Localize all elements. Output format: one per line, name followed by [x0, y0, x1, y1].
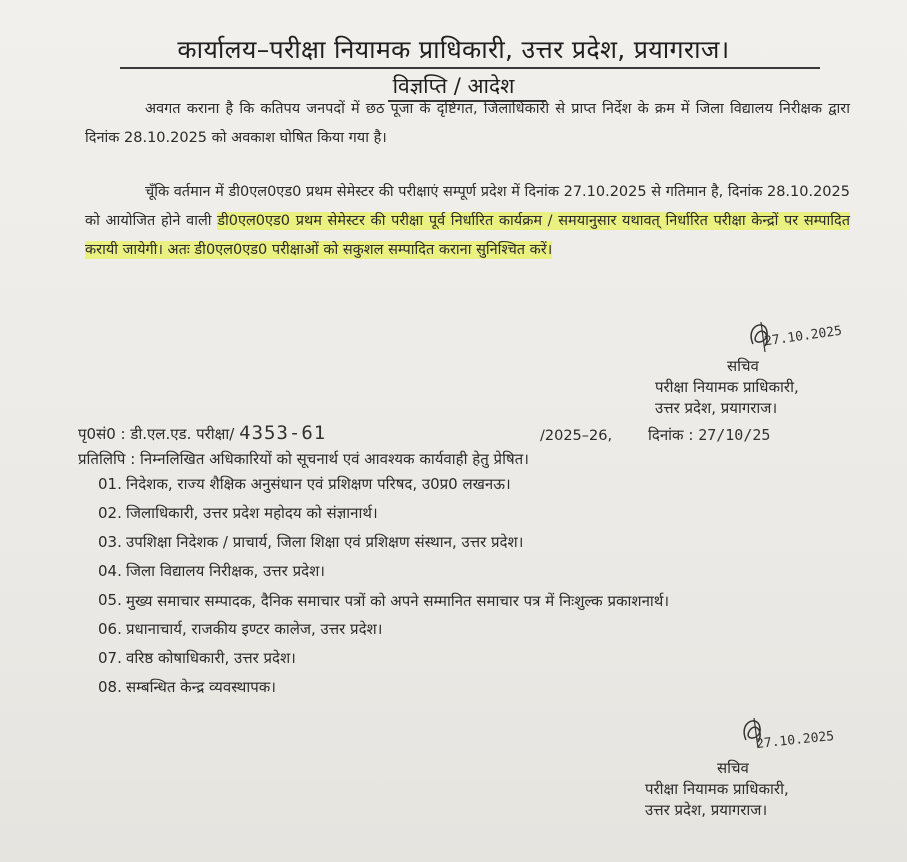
list-item: 07. वरिष्ठ कोषाधिकारी, उत्तर प्रदेश।	[98, 649, 296, 667]
secretary-label: सचिव	[717, 759, 749, 777]
list-item: 08. सम्बन्धित केन्द्र व्यवस्थापक।	[98, 678, 276, 696]
list-item: 04. जिला विद्यालय निरीक्षक, उत्तर प्रदेश।	[98, 562, 325, 580]
list-item: 01. निदेशक, राज्य शैक्षिक अनुसंधान एवं प्रशिक्षण परिषद, उ0प्र0 लखनऊ।	[98, 475, 511, 493]
signatory-line-1: परीक्षा नियामक प्राधिकारी,	[655, 378, 799, 396]
signature-date-1: 27.10.2025	[763, 323, 843, 350]
list-item: 06. प्रधानाचार्य, राजकीय इण्टर कालेज, उत्तर प्रदेश।	[98, 620, 383, 638]
list-item: 03. उपशिक्षा निदेशक / प्राचार्य, जिला शिक्षा एवं प्रशिक्षण संस्थान, उत्तर प्रदेश।	[98, 533, 524, 551]
signature-date-2: 27.10.2025	[755, 728, 835, 753]
reference-date-label: दिनांक :	[648, 426, 694, 444]
reference-handwritten-date: 27/10/25	[698, 426, 771, 444]
reference-year: /2025–26,	[540, 428, 613, 444]
signature-block-2	[645, 758, 789, 821]
reference-handwritten-number: 4353-61	[239, 422, 327, 444]
notice-subtitle: विज्ञप्ति / आदेश	[392, 74, 515, 98]
copy-intro: प्रतिलिपि : निम्नलिखित अधिकारियों को सूचनार्थ एवं आवश्यक कार्यवाही हेतु प्रेषित।	[78, 450, 529, 468]
signatory-line-1: परीक्षा नियामक प्राधिकारी,	[645, 780, 789, 798]
reference-date	[648, 425, 770, 445]
signature-block-1	[655, 356, 799, 419]
reference-number	[78, 422, 326, 444]
paragraph-1: अवगत कराना है कि कतिपय जनपदों में छठ पूजा के दृष्टिगत, जिलाधिकारी से प्राप्त निर्देश के क्रम में जिला विद्यालय निरीक्षक द्वारा दिनांक 28.10.2025 को अवकाश घोषित किया गया है।	[85, 101, 850, 146]
list-item: 05. मुख्य समाचार सम्पादक, दैनिक समाचार पत्रों को अपने सम्मानित समाचार पत्र में निःशुल्क प्रकाशनार्थ।	[98, 591, 670, 610]
signatory-line-2: उत्तर प्रदेश, प्रयागराज।	[645, 801, 768, 819]
paragraph-2-text: चूँकि वर्तमान में डी0एल0एड0 प्रथम सेमेस्टर की परीक्षाएं सम्पूर्ण प्रदेश में दिनांक 27.10.2025 से गतिमान है, दिनांक 28.10.2025 को आयोजित होने वाली	[85, 184, 850, 229]
highlighted-text: डी0एल0एड0 प्रथम सेमेस्टर की परीक्षा पूर्व निर्धारित कार्यक्रम / समयानुसार यथावत् निर्धारित परीक्षा केन्द्रों पर सम्पादित करायी जायेगी। अतः डी0एल0एड0 परीक्षाओं को सकुशल सम्पादित कराना सुनिश्चित करें।	[85, 213, 851, 258]
office-title: कार्यालय–परीक्षा नियामक प्राधिकारी, उत्तर प्रदेश, प्रयागराज।	[177, 35, 730, 64]
title-underline	[120, 67, 820, 69]
signatory-line-2: उत्तर प्रदेश, प्रयागराज।	[655, 399, 778, 417]
reference-prefix: पृ0सं0 : डी.एल.एड. परीक्षा/	[78, 425, 235, 443]
secretary-label: सचिव	[727, 357, 759, 375]
list-item: 02. जिलाधिकारी, उत्तर प्रदेश महोदय को संज्ञानार्थ।	[98, 504, 378, 522]
copy-list	[98, 470, 858, 702]
paragraph-2	[85, 178, 850, 265]
